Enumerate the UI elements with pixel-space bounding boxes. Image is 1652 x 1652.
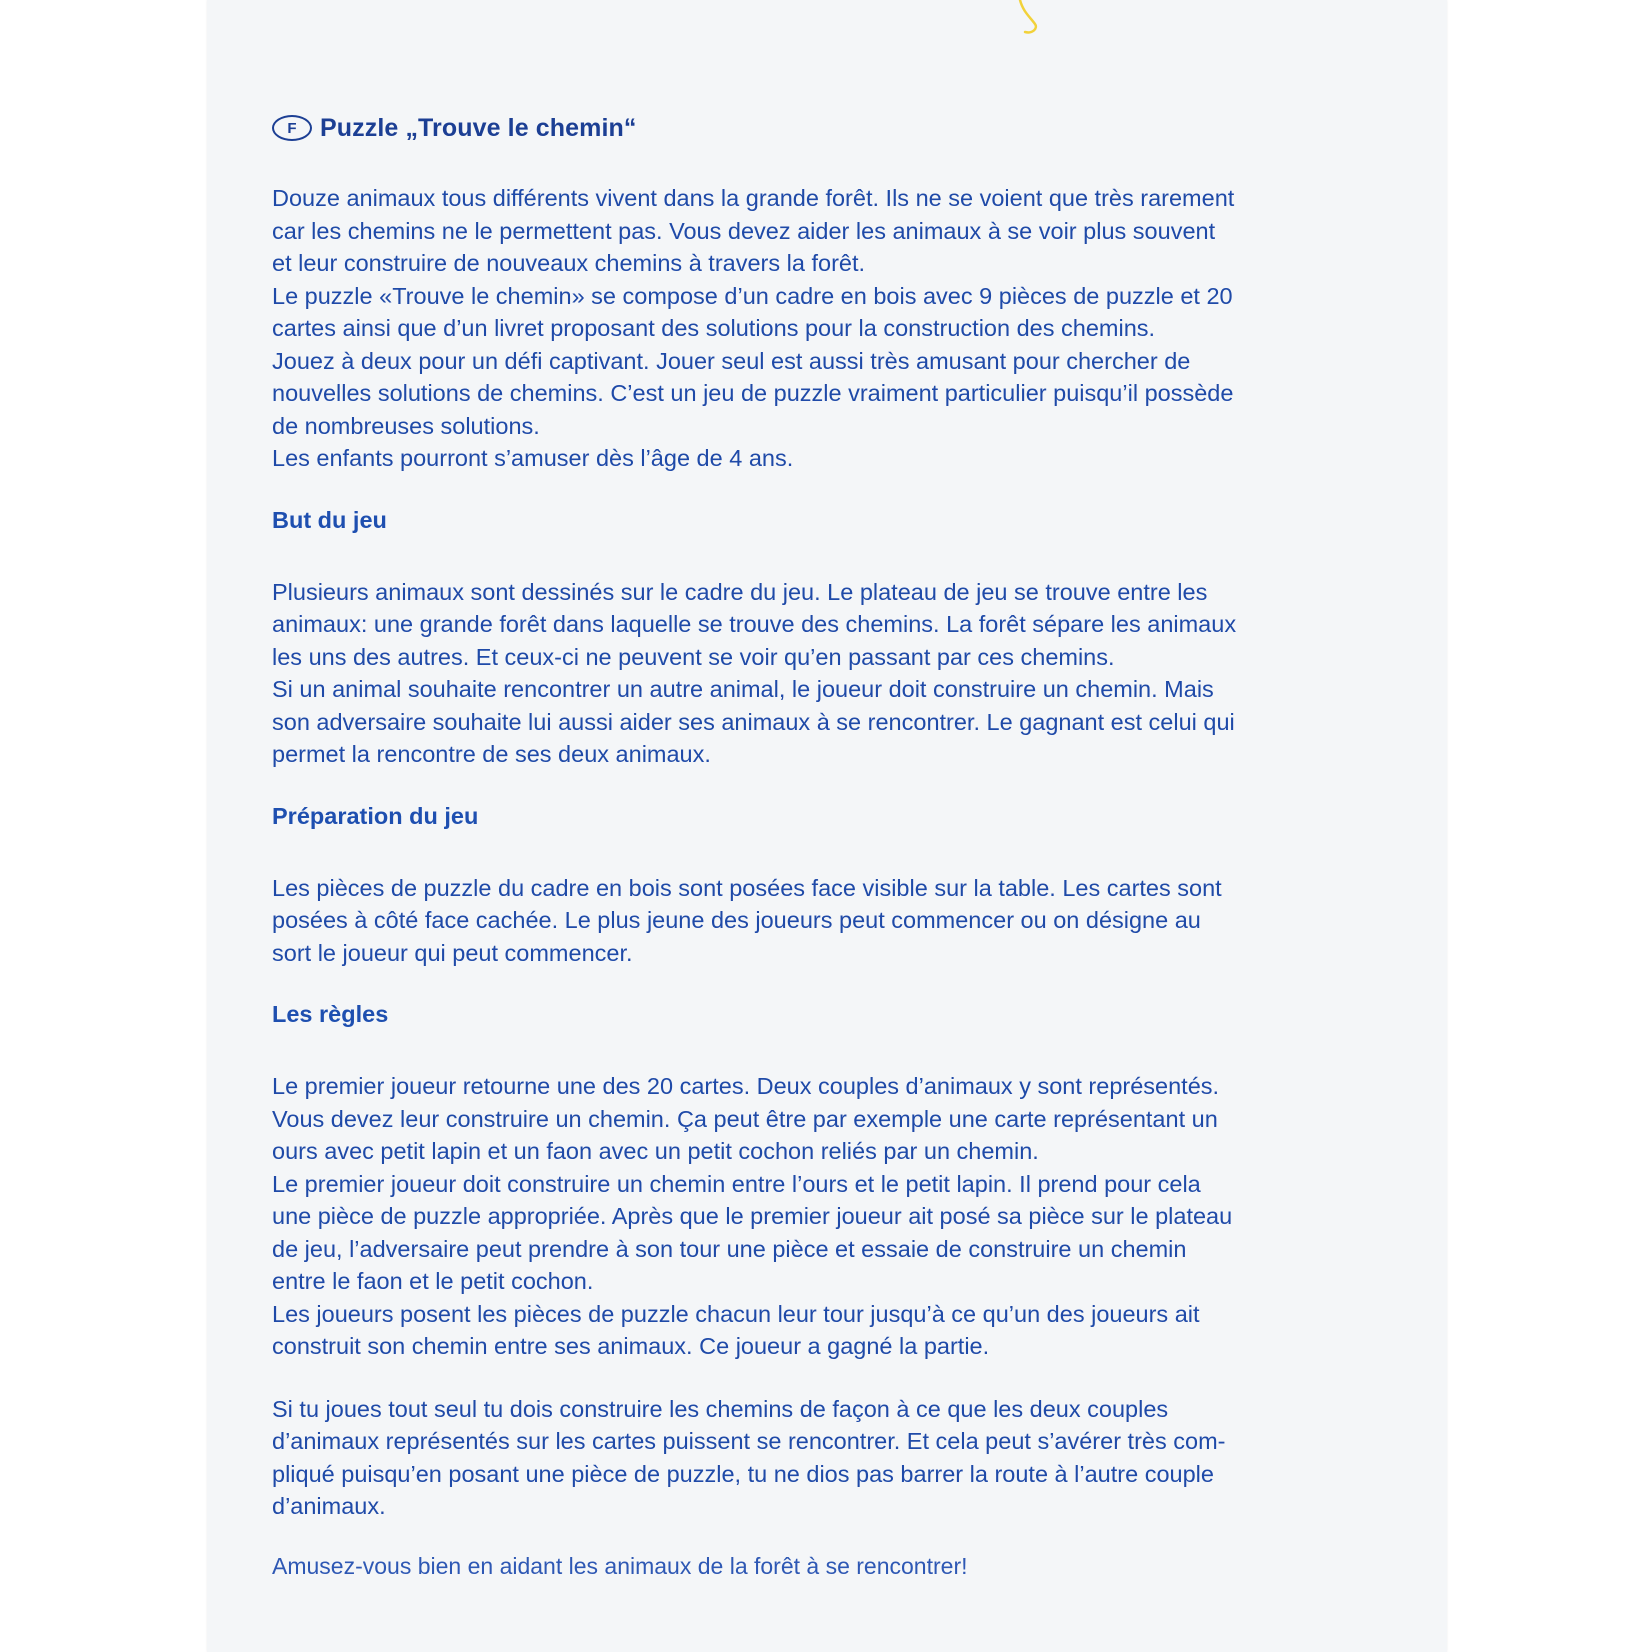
text-line: Les enfants pourront s’amuser dès l’âge de 4 ans. <box>272 445 794 471</box>
text-line: car les chemins ne le permettent pas. Vous devez aider les animaux à se voir plus souvent <box>272 217 1216 244</box>
text-line: nouvelles solutions de chemins. C’est un jeu de puzzle vraiment particulier puisqu’il possède <box>272 380 1234 406</box>
language-badge: F <box>272 115 312 141</box>
heading-regles: Les règles <box>272 1001 389 1027</box>
text-line: construit son chemin entre ses animaux. Ce joueur a gagné la partie. <box>272 1333 990 1359</box>
page-title: Puzzle „Trouve le chemin“ <box>320 113 637 142</box>
text-line: et leur construire de nouveaux chemins à travers la forêt. <box>272 250 866 276</box>
text-line: Le premier joueur retourne une des 20 cartes. Deux couples d’animaux y sont représentés. <box>272 1073 1220 1099</box>
text-line: de nombreuses solutions. <box>272 412 540 439</box>
but-paragraph <box>272 576 1352 771</box>
text-line: sort le joueur qui peut commencer. <box>272 939 633 966</box>
heading-but-du-jeu: But du jeu <box>272 506 387 533</box>
text-line: animaux: une grande forêt dans laquelle se trouve des chemins. La forêt sépare les animaux <box>272 611 1237 637</box>
intro-paragraph <box>272 182 1352 475</box>
heading-preparation: Préparation du jeu <box>272 802 479 829</box>
text-line: Les joueurs posent les pièces de puzzle chacun leur tour jusqu’à ce qu’un des joueurs ait <box>272 1300 1200 1327</box>
text-line: Le puzzle «Trouve le chemin» se compose d’un cadre en bois avec 9 pièces de puzzle et 20 <box>272 282 1233 309</box>
text-line: Jouez à deux pour un défi captivant. Jouer seul est aussi très amusant pour chercher de <box>272 347 1191 374</box>
text-line: d’animaux. <box>272 1493 386 1519</box>
text-line: Vous devez leur construire un chemin. Ça peut être par exemple une carte représentant un <box>272 1105 1218 1132</box>
text-line: ours avec petit lapin et un faon avec un petit cochon reliés par un chemin. <box>272 1138 1039 1164</box>
text-line: Si un animal souhaite rencontrer un autre animal, le joueur doit construire un chemin. Mais <box>272 676 1214 702</box>
text-line: Les pièces de puzzle du cadre en bois sont posées face visible sur la table. Les cartes sont <box>272 874 1222 901</box>
closing-line: Amusez-vous bien en aidant les animaux de la forêt à se rencontrer! <box>272 1552 968 1579</box>
document-body <box>272 108 1352 1580</box>
regles-paragraph <box>272 1070 1352 1363</box>
solo-paragraph <box>272 1393 1352 1523</box>
text-line: d’animaux représentés sur les cartes puissent se rencontrer. Et cela peut s’avérer très com- <box>272 1428 1226 1454</box>
text-line: Le premier joueur doit construire un chemin entre l’ours et le petit lapin. Il prend pour cela <box>272 1170 1201 1197</box>
text-line: Douze animaux tous différents vivent dans la grande forêt. Ils ne se voient que très rarement <box>272 185 1235 211</box>
text-line: pliqué puisqu’en posant une pièce de puzzle, tu ne dios pas barrer la route à l’autre couple <box>272 1460 1214 1487</box>
text-line: entre le faon et le petit cochon. <box>272 1268 594 1294</box>
text-line: son adversaire souhaite lui aussi aider ses animaux à se rencontrer. Le gagnant est celui qui <box>272 708 1235 735</box>
title-row <box>272 108 1352 148</box>
text-line: Plusieurs animaux sont dessinés sur le cadre du jeu. Le plateau de jeu se trouve entre les <box>272 578 1208 605</box>
text-line: permet la rencontre de ses deux animaux. <box>272 741 711 767</box>
text-line: les uns des autres. Et ceux-ci ne peuvent se voir qu’en passant par ces chemins. <box>272 643 1115 670</box>
text-line: posées à côté face cachée. Le plus jeune des joueurs peut commencer ou on désigne au <box>272 907 1201 933</box>
text-line: de jeu, l’adversaire peut prendre à son tour une pièce et essaie de construire un chemin <box>272 1235 1187 1262</box>
yellow-thread-mark <box>1005 0 1045 40</box>
text-line: cartes ainsi que d’un livret proposant des solutions pour la construction des chemins. <box>272 315 1156 341</box>
preparation-paragraph <box>272 872 1352 970</box>
text-line: une pièce de puzzle appropriée. Après que le premier joueur ait posé sa pièce sur le plateau <box>272 1203 1233 1229</box>
text-line: Si tu joues tout seul tu dois construire les chemins de façon à ce que les deux couples <box>272 1395 1169 1422</box>
